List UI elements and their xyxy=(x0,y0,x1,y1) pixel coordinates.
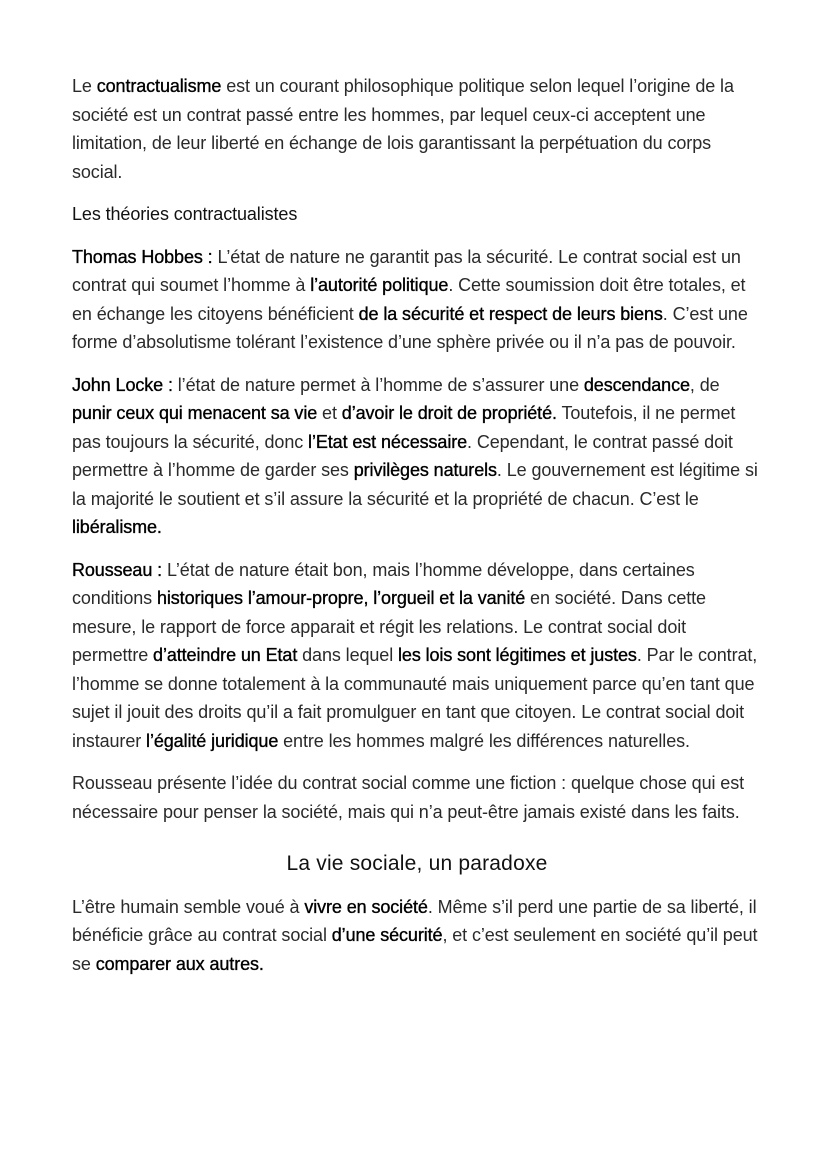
rousseau-fiction-paragraph: Rousseau présente l’idée du contrat social comme une fiction : quelque chose qui est nécessaire pour penser la société, mais qui n’a peut-être jamais existé dans les faits. xyxy=(72,773,745,822)
paradox-text: . Même s’il perd une partie de sa liberté, il bénéficie grâce au contrat social xyxy=(72,896,757,945)
rousseau-emphasis: d’atteindre un Etat xyxy=(153,645,298,665)
section-title: La vie sociale, un paradoxe xyxy=(286,852,548,875)
intro-paragraph xyxy=(72,72,762,186)
locke-emphasis: punir ceux qui menacent sa vie xyxy=(72,403,318,423)
rousseau-emphasis: l’égalité juridique xyxy=(146,730,279,751)
locke-text: l’état de nature permet à l’homme de s’assurer une xyxy=(172,374,584,395)
paradox-emphasis: vivre en société xyxy=(304,896,428,917)
intro-text: est un courant philosophique politique selon lequel l’origine de la société est un contrat passé entre les hommes, par lequel ceux-ci acceptent une limitation, de leur liberté en échange de lois garantissant la perpétuation du corps social. xyxy=(72,76,734,182)
locke-text: et xyxy=(317,403,342,423)
rousseau-text: dans lequel xyxy=(297,645,399,665)
rousseau-emphasis: historiques l’amour-propre, l’orgueil et la vanité xyxy=(156,588,526,608)
locke-emphasis: libéralisme. xyxy=(72,517,162,537)
locke-name: John Locke : xyxy=(72,374,173,395)
locke-emphasis: l’Etat est nécessaire xyxy=(308,431,468,452)
paradox-emphasis: d’une sécurité xyxy=(331,925,443,945)
rousseau-emphasis: les lois sont légitimes et justes xyxy=(398,645,637,665)
locke-text: Toutefois, il ne permet pas toujours la sécurité, donc xyxy=(72,403,736,452)
rousseau-text: L’état de nature était bon, mais l’homme développe, dans certaines conditions xyxy=(72,559,695,608)
hobbes-text: . C’est une forme d’absolutisme tolérant l’existence d’une sphère privée ou il n’a pas de pouvoir. xyxy=(72,303,748,352)
paradox-emphasis: comparer aux autres. xyxy=(95,953,264,974)
intro-text: Le xyxy=(72,76,97,96)
paradox-text: , et c’est seulement en société qu’il peut se xyxy=(72,925,758,974)
rousseau-text: entre les hommes malgré les différences naturelles. xyxy=(278,730,690,751)
locke-text: . Cependant, le contrat passé doit permettre à l’homme de garder ses xyxy=(72,431,733,480)
locke-text: , de xyxy=(689,374,720,395)
term-contractualisme: contractualisme xyxy=(96,76,222,96)
rousseau-text: en société. Dans cette mesure, le rapport de force apparait et régit les relations. Le contrat social doit permettre xyxy=(72,588,706,665)
hobbes-emphasis: l’autorité politique xyxy=(310,275,449,295)
paradox-paragraph xyxy=(72,893,762,979)
theories-heading: Les théories contractualistes xyxy=(72,204,298,224)
document-page xyxy=(72,72,762,992)
locke-text: . Le gouvernement est légitime si la majorité le soutient et s’il assure la sécurité et la propriété de chacun. C’est le xyxy=(72,460,758,509)
locke-emphasis: d’avoir le droit de propriété. xyxy=(341,403,557,423)
hobbes-name: Thomas Hobbes : xyxy=(72,246,213,267)
locke-emphasis: descendance xyxy=(583,374,690,395)
hobbes-text: L’état de nature ne garantit pas la sécurité. Le contrat social est un contrat qui soumet l’homme à xyxy=(72,246,741,295)
rousseau-paragraph xyxy=(72,556,762,756)
paradox-text: L’être humain semble voué à xyxy=(72,896,305,917)
hobbes-emphasis: de la sécurité et respect de leurs biens xyxy=(358,303,663,324)
locke-paragraph xyxy=(72,371,762,542)
locke-emphasis: privilèges naturels xyxy=(353,460,497,480)
hobbes-text: . Cette soumission doit être totales, et en échange les citoyens bénéficient xyxy=(72,275,746,324)
hobbes-paragraph xyxy=(72,243,762,357)
rousseau-text: . Par le contrat, l’homme se donne totalement à la communauté mais uniquement parce qu’en tant que sujet il jouit des droits qu’il a fait promulguer en tant que citoyen. Le contrat social doit instaurer xyxy=(72,645,758,751)
rousseau-name: Rousseau : xyxy=(72,559,163,580)
